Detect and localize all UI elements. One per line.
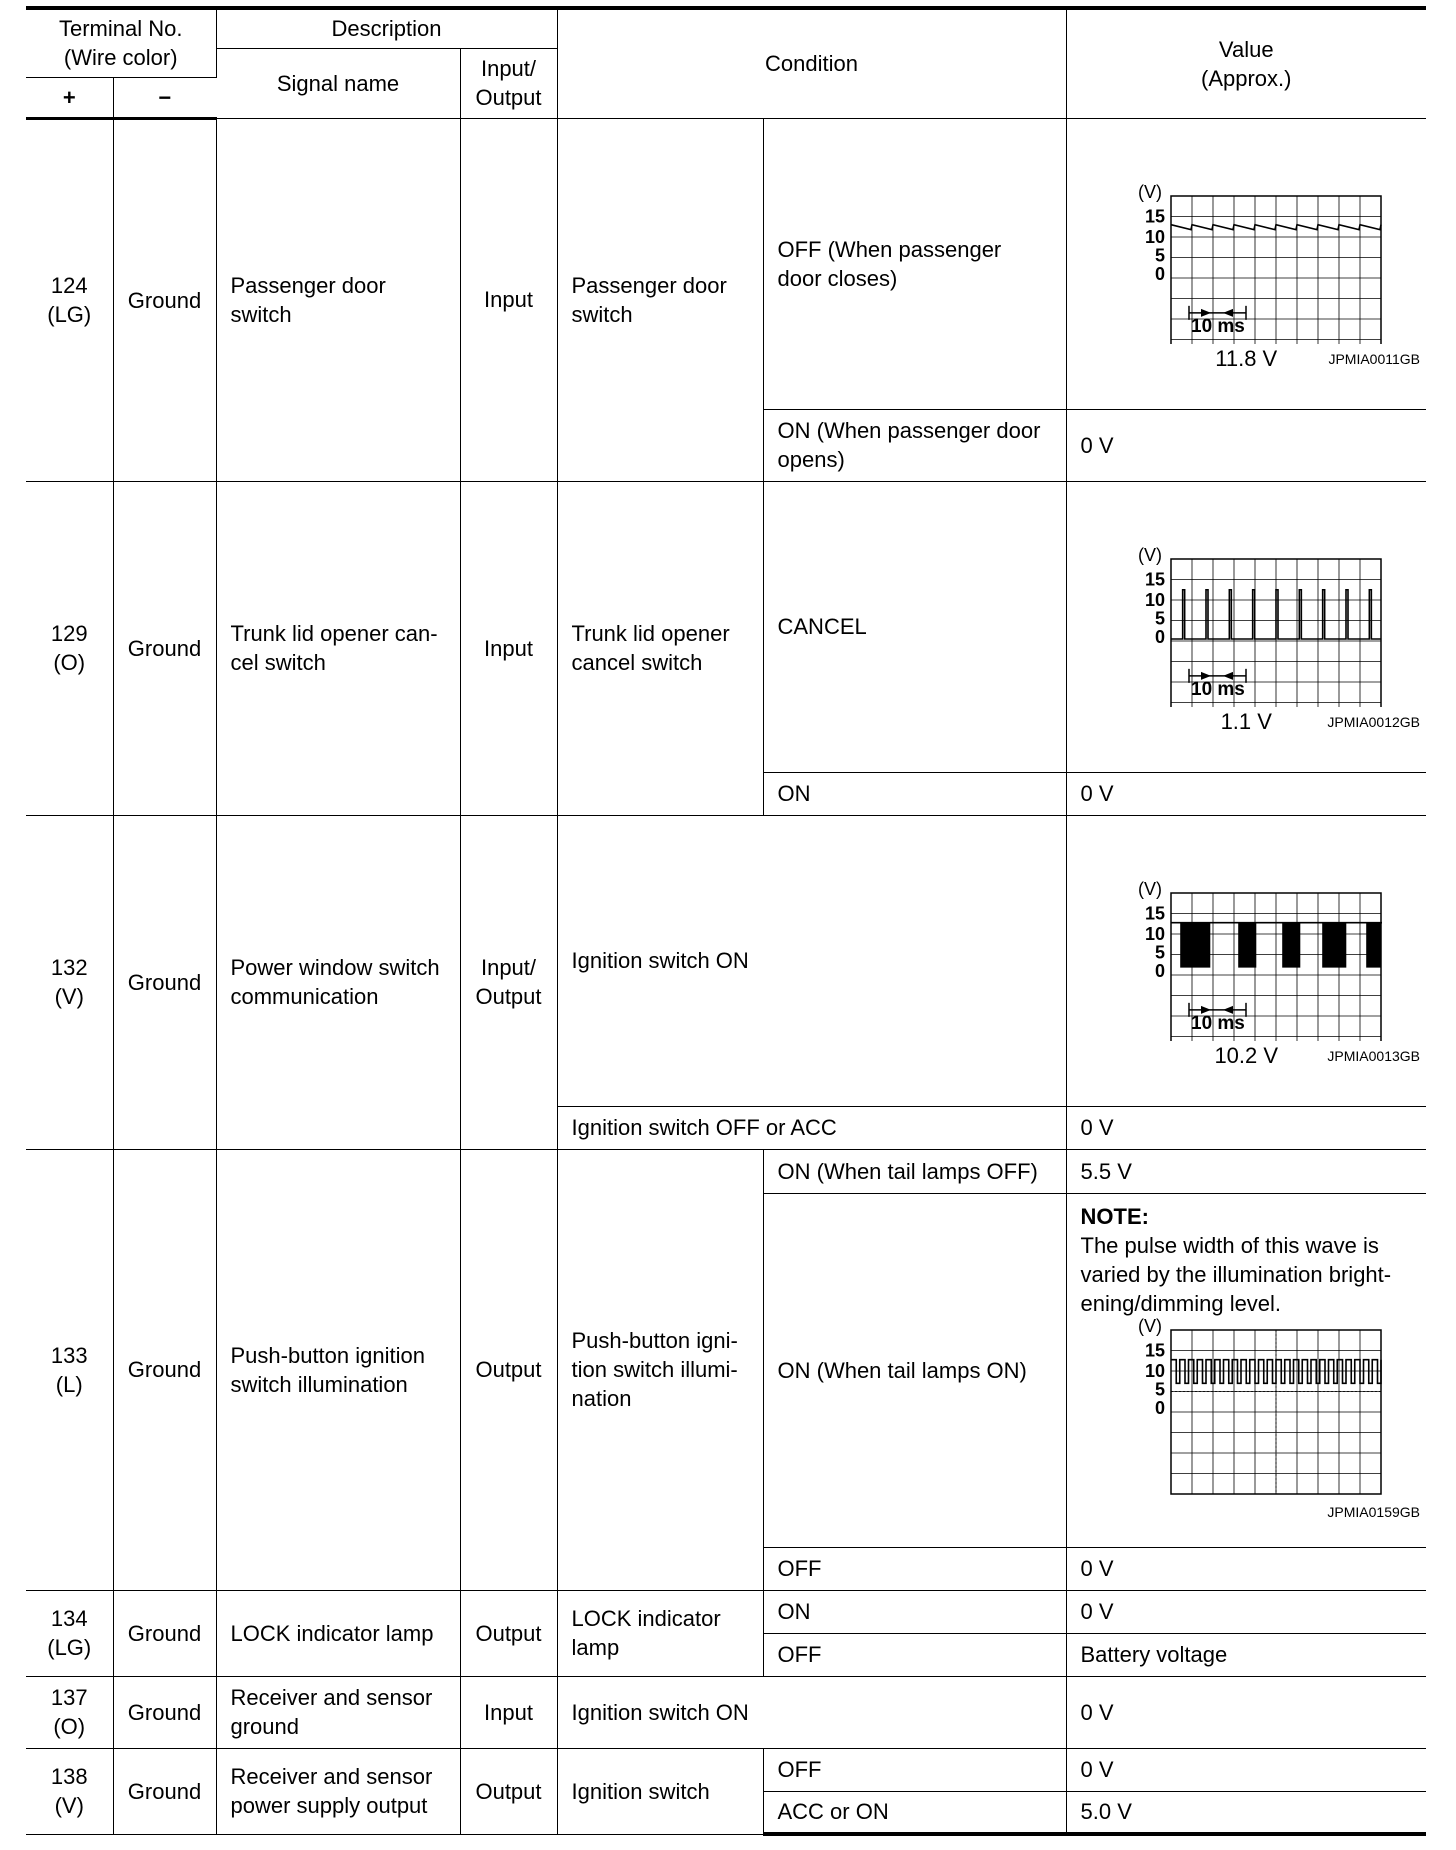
terminal-number: 134 (LG) bbox=[26, 1590, 113, 1676]
value-text: 5.5 V bbox=[1066, 1149, 1426, 1193]
condition-main: Push-button igni- tion switch illumi- nation bbox=[557, 1149, 763, 1590]
waveform-tick-label: 15 bbox=[1145, 1340, 1166, 1360]
waveform-trace bbox=[1171, 1359, 1381, 1383]
waveform-code: JPMIA0011GB bbox=[1328, 350, 1420, 367]
header-plus: + bbox=[26, 77, 113, 118]
condition-sub: OFF bbox=[763, 1633, 1066, 1676]
ground-terminal: Ground bbox=[113, 1590, 216, 1676]
waveform-tick-label: 5 bbox=[1155, 608, 1166, 629]
note-text: The pulse width of this wave is varied by the illumination bright- ening/dimming level. bbox=[1080, 1232, 1392, 1316]
value-text: 0 V bbox=[1066, 1676, 1426, 1748]
ground-terminal: Ground bbox=[113, 1149, 216, 1590]
waveform-tick-label: 0 bbox=[1155, 263, 1166, 284]
value-text: 0 V bbox=[1066, 1547, 1426, 1590]
waveform-chart bbox=[1096, 517, 1396, 707]
input-output: Output bbox=[460, 1149, 557, 1590]
waveform-chart bbox=[1096, 154, 1396, 344]
terminal-number: 124 (LG) bbox=[26, 118, 113, 481]
value-text: 10.2 V bbox=[1214, 1043, 1279, 1068]
condition-main: Ignition switch bbox=[557, 1748, 763, 1834]
waveform-trace bbox=[1171, 923, 1382, 967]
condition-sub: ON (When passenger door opens) bbox=[763, 409, 1066, 481]
value-note-cell bbox=[1066, 1193, 1426, 1547]
value-text: 0 V bbox=[1066, 409, 1426, 481]
signal-name: Trunk lid opener can- cel switch bbox=[216, 481, 460, 815]
waveform-code: JPMIA0159GB bbox=[1327, 1503, 1420, 1520]
input-output: Output bbox=[460, 1590, 557, 1676]
waveform-unit: (V) bbox=[1138, 879, 1163, 899]
terminal-number: 137 (O) bbox=[26, 1676, 113, 1748]
waveform-unit: (V) bbox=[1138, 1317, 1163, 1336]
header-terminal: Terminal No. (Wire color) bbox=[26, 8, 216, 77]
terminal-spec-table bbox=[26, 6, 1426, 1836]
waveform-tick-label: 10 bbox=[1145, 227, 1166, 247]
input-output: Input bbox=[460, 481, 557, 815]
waveform-tick-label: 10 bbox=[1145, 924, 1166, 944]
condition-sub: OFF bbox=[763, 1748, 1066, 1791]
condition-main: Ignition switch ON bbox=[557, 1676, 1066, 1748]
waveform-time-scale: 10 ms bbox=[1191, 678, 1246, 700]
condition-sub: OFF bbox=[763, 1547, 1066, 1590]
value-waveform-cell bbox=[1066, 481, 1426, 772]
condition-main: Trunk lid opener cancel switch bbox=[557, 481, 763, 815]
condition-main: Passenger door switch bbox=[557, 118, 763, 481]
input-output: Input/ Output bbox=[460, 815, 557, 1149]
condition-sub: OFF (When passenger door closes) bbox=[763, 118, 1066, 409]
note-title: NOTE: bbox=[1080, 1203, 1149, 1229]
condition-main: LOCK indicator lamp bbox=[557, 1590, 763, 1676]
table-row bbox=[26, 118, 1426, 409]
terminal-number: 129 (O) bbox=[26, 481, 113, 815]
header-minus: − bbox=[113, 77, 216, 118]
waveform-tick-label: 5 bbox=[1155, 942, 1166, 963]
waveform-code: JPMIA0013GB bbox=[1327, 1047, 1420, 1064]
waveform-code: JPMIA0012GB bbox=[1327, 713, 1420, 730]
terminal-number: 138 (V) bbox=[26, 1748, 113, 1834]
condition-sub: ON (When tail lamps ON) bbox=[763, 1193, 1066, 1547]
ground-terminal: Ground bbox=[113, 1676, 216, 1748]
value-waveform-cell bbox=[1066, 815, 1426, 1106]
value-text: Battery voltage bbox=[1066, 1633, 1426, 1676]
input-output: Output bbox=[460, 1748, 557, 1834]
condition-sub: ON bbox=[763, 1590, 1066, 1633]
value-text: 0 V bbox=[1066, 1590, 1426, 1633]
header-value: Value (Approx.) bbox=[1066, 8, 1426, 118]
waveform-chart bbox=[1096, 1318, 1396, 1498]
waveform-tick-label: 5 bbox=[1155, 1378, 1166, 1399]
table-row bbox=[26, 1149, 1426, 1193]
table-row bbox=[26, 1748, 1426, 1791]
condition-sub: ON (When tail lamps OFF) bbox=[763, 1149, 1066, 1193]
waveform-unit: (V) bbox=[1138, 545, 1163, 565]
header-condition: Condition bbox=[557, 8, 1066, 118]
waveform-tick-label: 0 bbox=[1155, 1397, 1166, 1418]
input-output: Input bbox=[460, 118, 557, 481]
table-row bbox=[26, 1676, 1426, 1748]
waveform-tick-label: 15 bbox=[1145, 569, 1166, 590]
waveform-tick-label: 10 bbox=[1145, 1360, 1166, 1381]
condition-main: Ignition switch ON bbox=[557, 815, 1066, 1106]
signal-name: Power window switch communication bbox=[216, 815, 460, 1149]
value-text: 1.1 V bbox=[1220, 709, 1272, 734]
header-input-output: Input/ Output bbox=[460, 48, 557, 118]
input-output: Input bbox=[460, 1676, 557, 1748]
waveform-tick-label: 0 bbox=[1155, 626, 1166, 647]
waveform-tick-label: 15 bbox=[1145, 903, 1166, 924]
waveform-unit: (V) bbox=[1138, 182, 1163, 202]
waveform-trace bbox=[1171, 590, 1381, 639]
signal-name: Receiver and sensor ground bbox=[216, 1676, 460, 1748]
waveform-time-scale: 10 ms bbox=[1191, 1012, 1246, 1034]
ground-terminal: Ground bbox=[113, 481, 216, 815]
waveform-chart bbox=[1096, 851, 1396, 1041]
terminal-number: 133 (L) bbox=[26, 1149, 113, 1590]
header-signal-name: Signal name bbox=[216, 48, 460, 118]
signal-name: Push-button ignition switch illumination bbox=[216, 1149, 460, 1590]
terminal-number: 132 (V) bbox=[26, 815, 113, 1149]
value-text: 0 V bbox=[1066, 1106, 1426, 1149]
waveform-time-scale: 10 ms bbox=[1191, 315, 1246, 337]
value-text: 5.0 V bbox=[1066, 1791, 1426, 1834]
waveform-tick-label: 5 bbox=[1155, 245, 1166, 266]
ground-terminal: Ground bbox=[113, 118, 216, 481]
waveform-grid bbox=[1171, 1330, 1381, 1494]
terminal-spec-table-container bbox=[26, 6, 1426, 1836]
condition-sub: CANCEL bbox=[763, 481, 1066, 772]
value-text: 0 V bbox=[1066, 772, 1426, 815]
header-description: Description bbox=[216, 8, 557, 48]
table-row bbox=[26, 815, 1426, 1106]
ground-terminal: Ground bbox=[113, 1748, 216, 1834]
signal-name: Passenger door switch bbox=[216, 118, 460, 481]
value-text: 0 V bbox=[1066, 1748, 1426, 1791]
waveform-tick-label: 0 bbox=[1155, 960, 1166, 981]
condition-sub: ACC or ON bbox=[763, 1791, 1066, 1834]
value-waveform-cell bbox=[1066, 118, 1426, 409]
condition-sub: ON bbox=[763, 772, 1066, 815]
ground-terminal: Ground bbox=[113, 815, 216, 1149]
waveform-tick-label: 15 bbox=[1145, 206, 1166, 227]
signal-name: Receiver and sensor power supply output bbox=[216, 1748, 460, 1834]
table-row bbox=[26, 1590, 1426, 1633]
signal-name: LOCK indicator lamp bbox=[216, 1590, 460, 1676]
condition-sub: Ignition switch OFF or ACC bbox=[557, 1106, 1066, 1149]
waveform-tick-label: 10 bbox=[1145, 590, 1166, 610]
value-text: 11.8 V bbox=[1215, 346, 1278, 371]
table-row bbox=[26, 481, 1426, 772]
